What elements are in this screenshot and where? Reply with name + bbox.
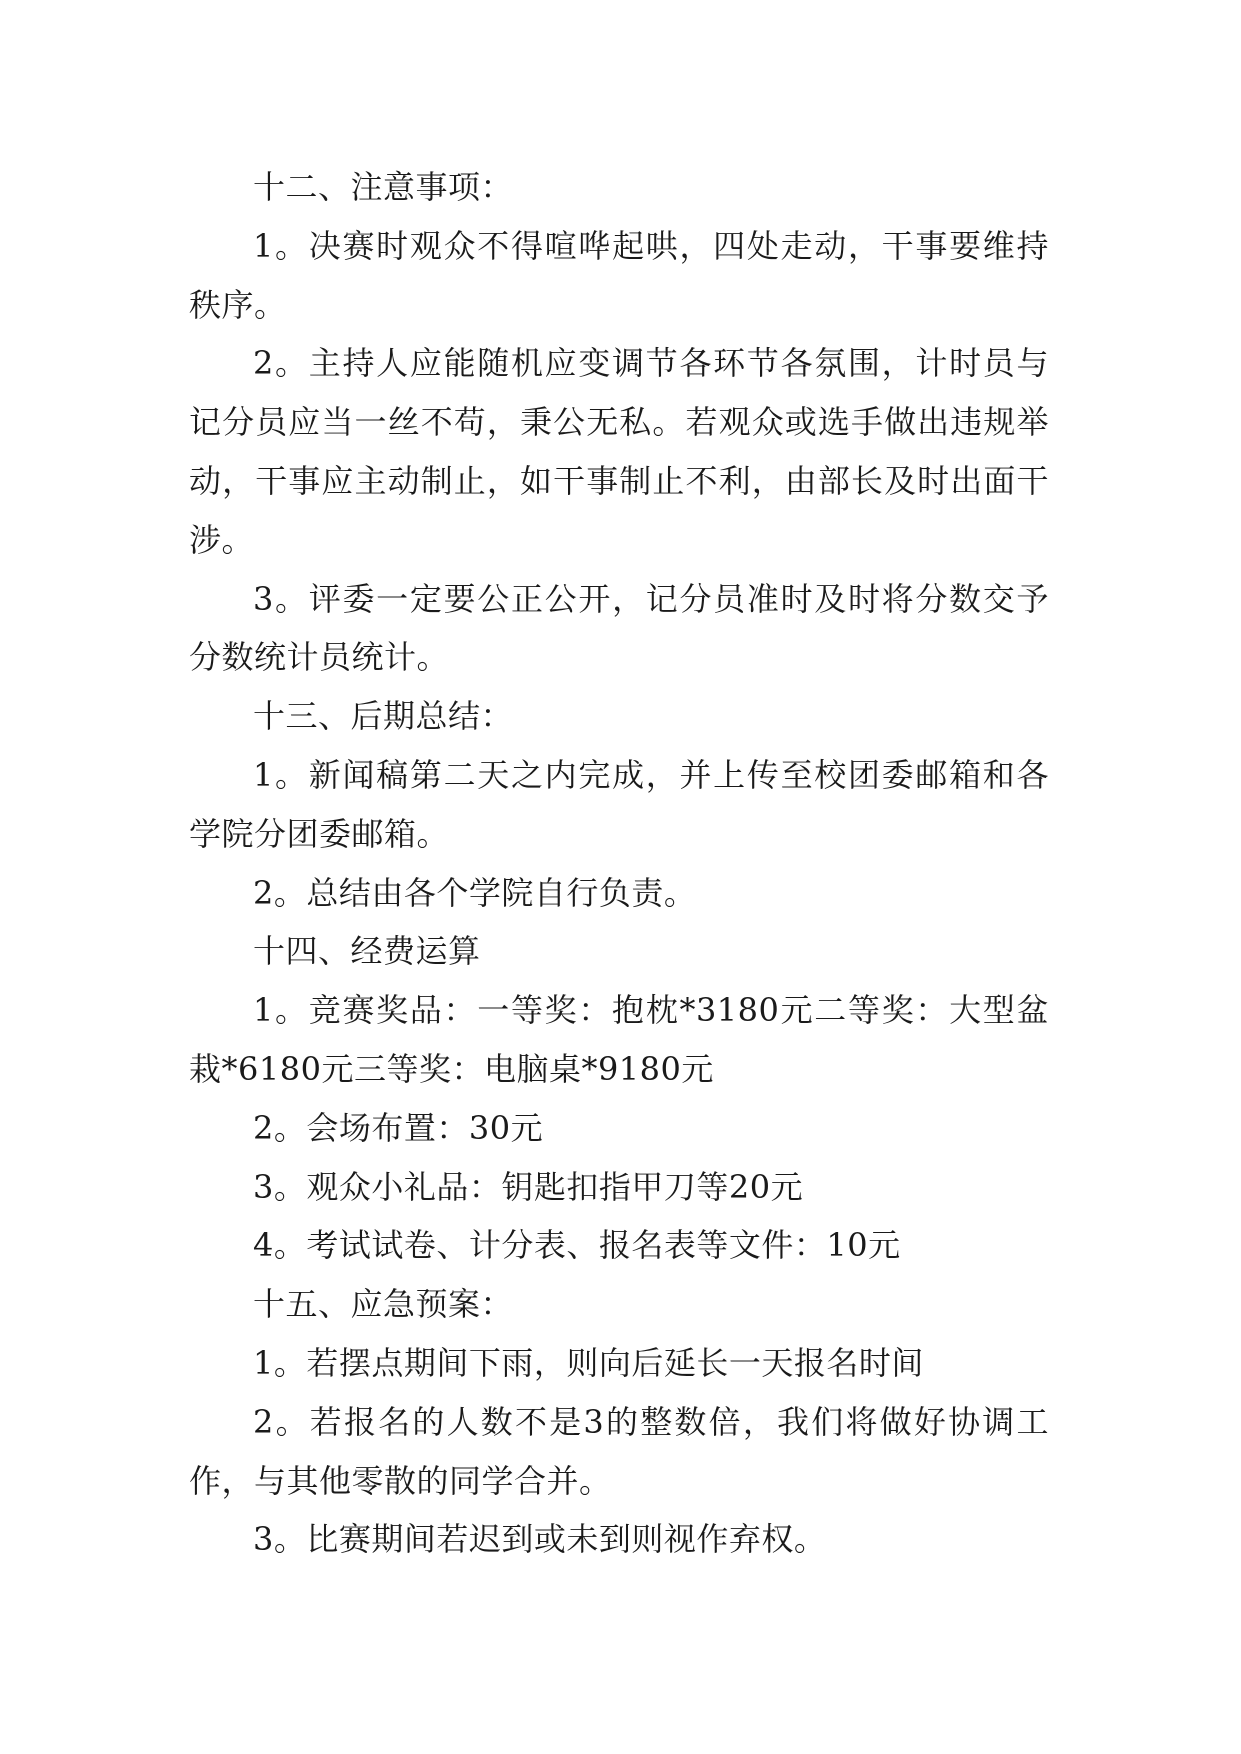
section-heading-contingency: 十五、应急预案： — [253, 1285, 514, 1324]
list-item: 4。考试试卷、计分表、报名表等文件：10元 — [253, 1226, 901, 1265]
list-item: 1。若摆点期间下雨，则向后延长一天报名时间 — [253, 1343, 924, 1382]
list-item: 2。若报名的人数不是3的整数倍，我们将做好协调工作，与其他零散的同学合并。 — [189, 1402, 1049, 1500]
list-item: 2。会场布置：30元 — [253, 1108, 544, 1147]
list-item: 1。决赛时观众不得喧哗起哄，四处走动，干事要维持秩序。 — [189, 226, 1049, 324]
list-item: 2。主持人应能随机应变调节各环节各氛围，计时员与记分员应当一丝不苟，秉公无私。若观众或选手做出违规举动，干事应主动制止，如干事制止不利，由部长及时出面干涉。 — [189, 344, 1049, 559]
list-item: 1。竞赛奖品：一等奖：抱枕*3180元二等奖：大型盆栽*6180元三等奖：电脑桌*9180元 — [189, 991, 1049, 1088]
list-item: 2。总结由各个学院自行负责。 — [253, 873, 697, 912]
list-item: 3。评委一定要公正公开，记分员准时及时将分数交予分数统计员统计。 — [189, 579, 1049, 677]
section-heading-budget: 十四、经费运算 — [253, 932, 481, 971]
list-item: 3。观众小礼品：钥匙扣指甲刀等20元 — [253, 1167, 804, 1206]
section-heading-summary: 十三、后期总结： — [253, 697, 514, 736]
list-item: 3。比赛期间若迟到或未到则视作弃权。 — [253, 1520, 827, 1559]
document-body — [189, 158, 1049, 1569]
section-heading-precautions: 十二、注意事项： — [253, 168, 514, 206]
list-item: 1。新闻稿第二天之内完成，并上传至校团委邮箱和各学院分团委邮箱。 — [189, 755, 1049, 853]
